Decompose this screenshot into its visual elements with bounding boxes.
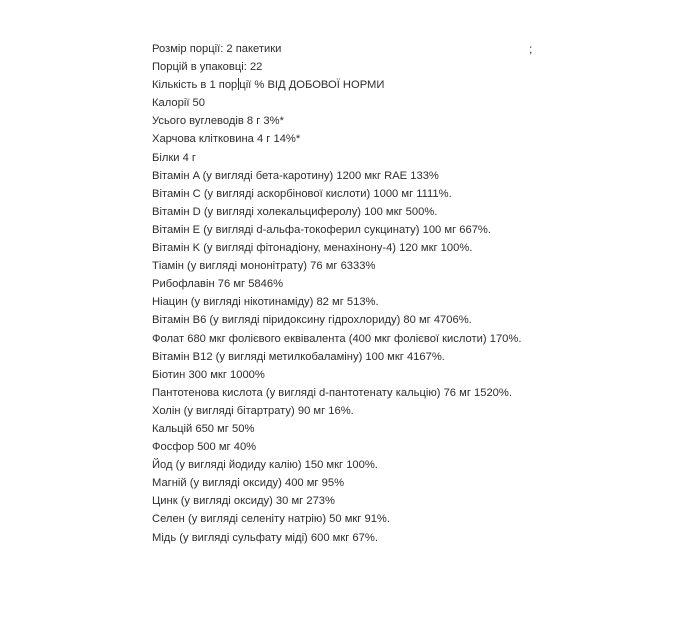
nutrition-facts-text[interactable]	[152, 40, 532, 547]
servings-per-container-line: Порцій в упаковці: 22	[152, 61, 263, 74]
header-text-after-caret: ції % ВІД ДОБОВОЇ НОРМИ	[239, 79, 385, 92]
header-text-before-caret: Кількість в 1 пор	[152, 79, 238, 92]
nutrient-line: Вітамін K (у вигляді фітонадіону, менахінону-4) 120 мкг 100%.	[152, 242, 473, 255]
nutrient-line: Білки 4 г	[152, 151, 197, 164]
nutrient-line: Вітамін C (у вигляді аскорбінової кислоти) 1000 мг 1111%.	[152, 187, 452, 200]
nutrient-line: Вітамін E (у вигляді d-альфа-токоферил сукцинату) 100 мг 667%.	[152, 223, 491, 236]
nutrient-line: Тіамін (у вигляді мононітрату) 76 мг 6333%	[152, 260, 376, 273]
amount-per-serving-header	[152, 76, 532, 94]
nutrient-line: Усього вуглеводів 8 г 3%*	[152, 115, 284, 128]
nutrient-line: Харчова клітковина 4 г 14%*	[152, 133, 301, 146]
nutrient-line: Кальцій 650 мг 50%	[152, 422, 255, 435]
nutrient-line: Біотин 300 мкг 1000%	[152, 368, 265, 381]
nutrient-line: Фосфор 500 мг 40%	[152, 441, 257, 454]
nutrient-line: Вітамін A (у вигляді бета-каротину) 1200 мкг RAE 133%	[152, 169, 439, 182]
nutrient-line: Йод (у вигляді йодиду калію) 150 мкг 100%.	[152, 459, 378, 472]
stray-semicolon: ;	[529, 42, 533, 56]
nutrient-line: Магній (у вигляді оксиду) 400 мг 95%	[152, 477, 345, 490]
nutrient-line: Пантотенова кислота (у вигляді d-пантотенату кальцію) 76 мг 1520%.	[152, 386, 512, 399]
nutrient-line: Рибофлавін 76 мг 5846%	[152, 278, 284, 291]
nutrient-line: Цинк (у вигляді оксиду) 30 мг 273%	[152, 495, 335, 508]
nutrient-line: Селен (у вигляді селеніту натрію) 50 мкг 91%.	[152, 513, 390, 526]
nutrient-line: Фолат 680 мкг фолієвого еквівалента (400 мкг фолієвої кислоти) 170%.	[152, 332, 522, 345]
nutrient-line: Холін (у вигляді бітартрату) 90 мг 16%.	[152, 404, 354, 417]
nutrient-line: Ніацин (у вигляді нікотинаміду) 82 мг 513%.	[152, 296, 379, 309]
nutrient-line: Вітамін D (у вигляді холекальциферолу) 100 мкг 500%.	[152, 205, 438, 218]
serving-size-line: Розмір порції: 2 пакетики	[152, 43, 282, 55]
nutrient-line: Вітамін B12 (у вигляді метилкобаламіну) 100 мкг 4167%.	[152, 350, 445, 363]
nutrient-line: Мідь (у вигляді сульфату міді) 600 мкг 67%.	[152, 531, 378, 544]
nutrient-line: Калорії 50	[152, 97, 205, 110]
nutrient-line: Вітамін B6 (у вигляді піридоксину гідрохлориду) 80 мг 4706%.	[152, 314, 472, 327]
